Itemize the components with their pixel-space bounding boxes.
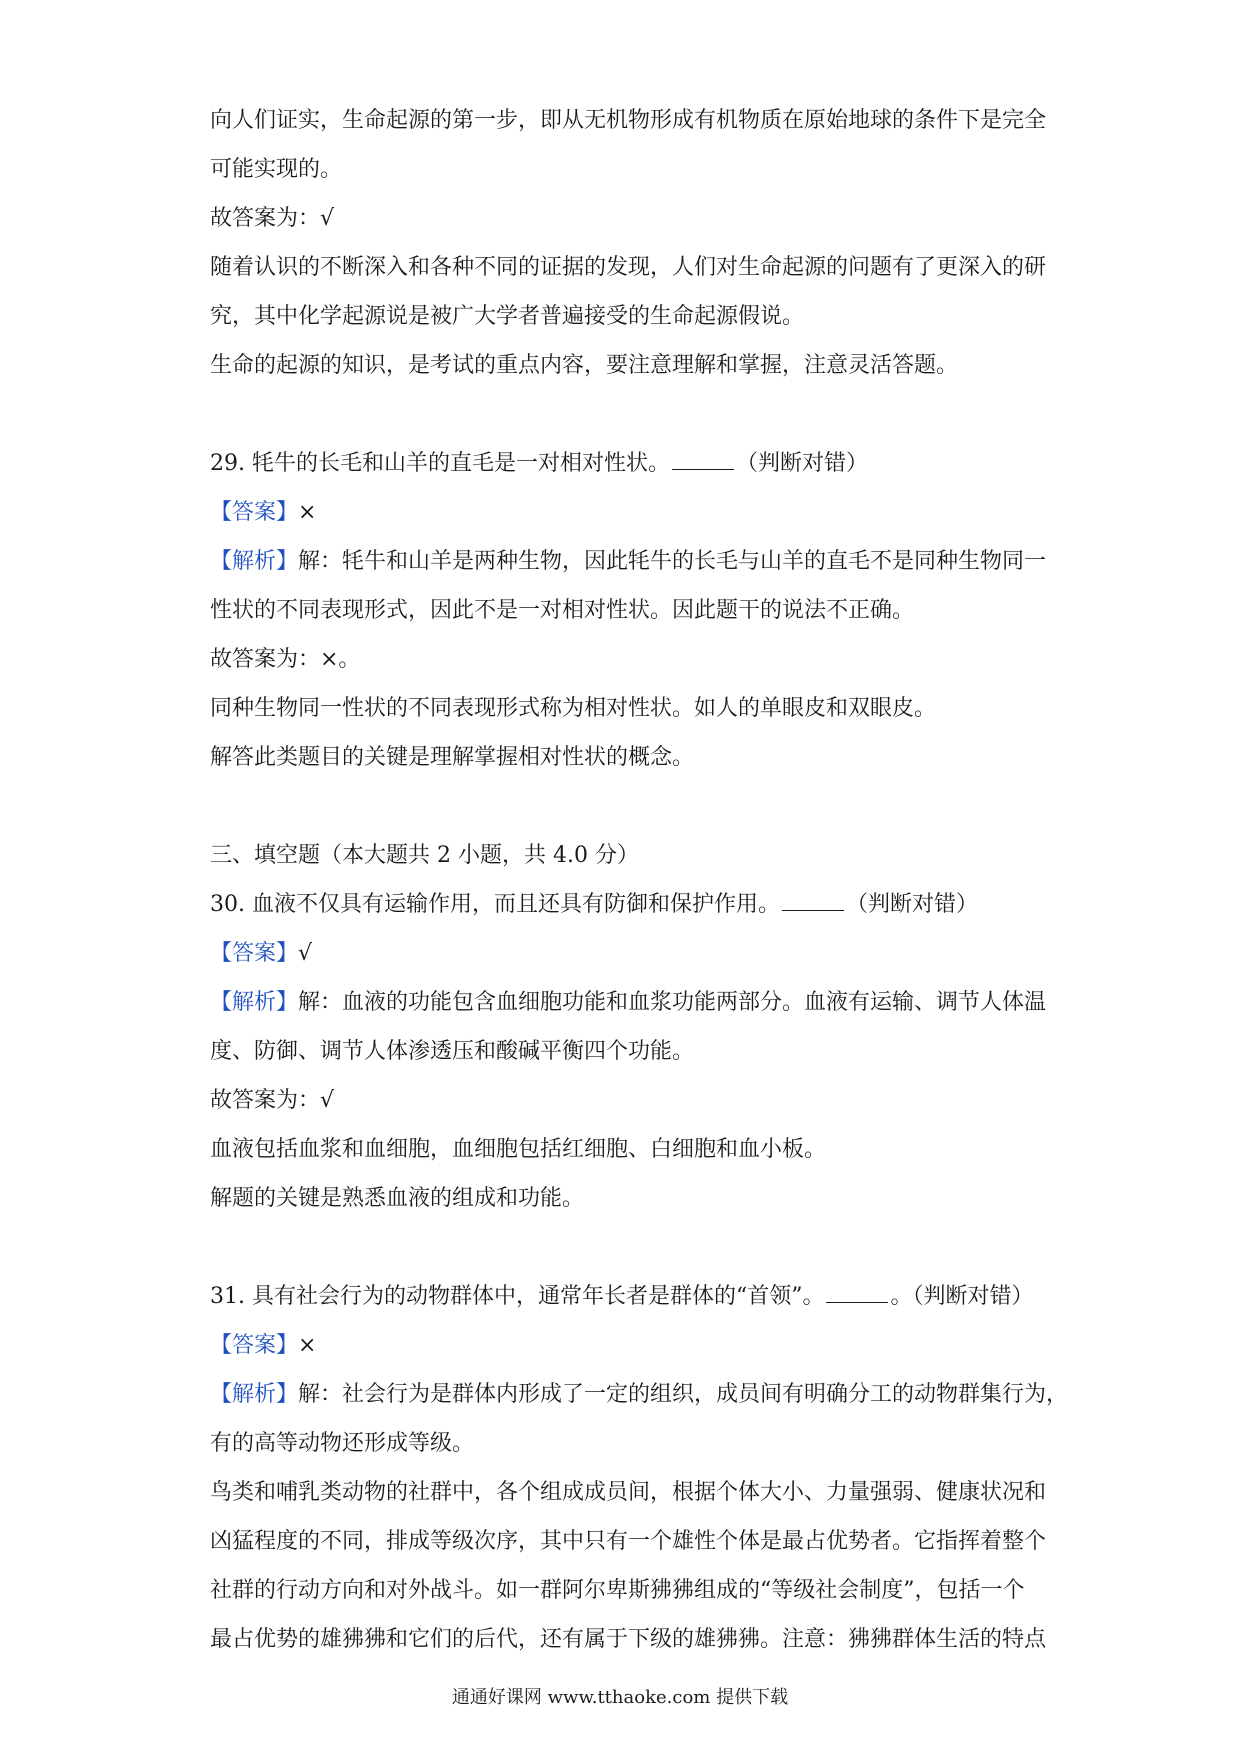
answer-blank (782, 892, 844, 911)
analysis-text: 解：社会行为是群体内形成了一定的组织，成员间有明确分工的动物群集行为， (298, 1382, 1069, 1407)
text-line: 社群的行动方向和对外战斗。如一群阿尔卑斯狒狒组成的“等级社会制度”，包括一个 (210, 1578, 1025, 1603)
text-line: 有的高等动物还形成等级。 (210, 1431, 475, 1456)
question-text: 30. 血液不仅具有运输作用，而且还具有防御和保护作用。 (210, 892, 780, 917)
analysis-text: 解：牦牛和山羊是两种生物，因此牦牛的长毛与山羊的直毛不是同种生物同一 (298, 549, 1047, 574)
question-hint: （判断对错） (845, 892, 978, 917)
text-line: 解答此类题目的关键是理解掌握相对性状的概念。 (210, 745, 695, 770)
answer-line: 故答案为：√ (210, 206, 335, 231)
question-30-analysis (210, 978, 1050, 1027)
text-line: 随着认识的不断深入和各种不同的证据的发现，人们对生命起源的问题有了更深入的研 (210, 255, 1047, 280)
text-line: 可能实现的。 (210, 157, 343, 182)
text-line: 向人们证实，生命起源的第一步，即从无机物形成有机物质在原始地球的条件下是完全 (210, 108, 1047, 133)
text-line: 度、防御、调节人体渗透压和酸碱平衡四个功能。 (210, 1039, 695, 1064)
question-29-answer (210, 488, 1050, 537)
text-line: 性状的不同表现形式，因此不是一对相对性状。因此题干的说法不正确。 (210, 598, 915, 623)
answer-label: 【答案】 (210, 941, 299, 966)
spacer (210, 1223, 1050, 1272)
spacer (210, 390, 1050, 439)
text-line: 同种生物同一性状的不同表现形式称为相对性状。如人的单眼皮和双眼皮。 (210, 696, 937, 721)
analysis-text: 解：血液的功能包含血细胞功能和血浆功能两部分。血液有运输、调节人体温 (298, 990, 1047, 1015)
question-hint: （判断对错） (735, 451, 868, 476)
answer-value: √ (298, 941, 313, 966)
text-line: 最占优势的雄狒狒和它们的后代，还有属于下级的雄狒狒。注意：狒狒群体生活的特点 (210, 1627, 1047, 1652)
answer-value: × (298, 500, 317, 525)
answer-value: × (298, 1333, 317, 1358)
text-line: 究，其中化学起源说是被广大学者普遍接受的生命起源假说。 (210, 304, 805, 329)
answer-blank (672, 451, 734, 470)
analysis-label: 【解析】 (210, 1382, 299, 1407)
question-text: 29. 牦牛的长毛和山羊的直毛是一对相对性状。 (210, 451, 670, 476)
answer-line: 故答案为：×。 (210, 647, 361, 672)
question-29-stem (210, 439, 1050, 488)
question-29-analysis (210, 537, 1050, 586)
question-hint: 。（判断对错） (890, 1284, 1034, 1309)
question-31-stem (210, 1272, 1050, 1321)
answer-label: 【答案】 (210, 1333, 299, 1358)
question-text: 31. 具有社会行为的动物群体中，通常年长者是群体的“首领”。 (210, 1284, 825, 1309)
answer-blank (826, 1284, 888, 1303)
answer-label: 【答案】 (210, 500, 299, 525)
text-line: 鸟类和哺乳类动物的社群中，各个组成成员间，根据个体大小、力量强弱、健康状况和 (210, 1480, 1047, 1505)
document-body (210, 96, 1069, 1664)
analysis-label: 【解析】 (210, 990, 299, 1015)
text-line: 凶猛程度的不同，排成等级次序，其中只有一个雄性个体是最占优势者。它指挥着整个 (210, 1529, 1047, 1554)
spacer (210, 782, 1050, 831)
question-31-answer (210, 1321, 1050, 1370)
question-30-answer (210, 929, 1050, 978)
question-31-analysis (210, 1370, 1069, 1419)
answer-line: 故答案为：√ (210, 1088, 335, 1113)
page-footer: 通通好课网 www.tthaoke.com 提供下载 (451, 1687, 789, 1708)
text-line: 血液包括血浆和血细胞，血细胞包括红细胞、白细胞和血小板。 (210, 1137, 827, 1162)
question-30-stem (210, 880, 1050, 929)
text-line: 生命的起源的知识，是考试的重点内容，要注意理解和掌握，注意灵活答题。 (210, 353, 959, 378)
text-line: 解题的关键是熟悉血液的组成和功能。 (210, 1186, 585, 1211)
analysis-label: 【解析】 (210, 549, 299, 574)
section-heading: 三、填空题（本大题共 2 小题，共 4.0 分） (210, 843, 639, 868)
